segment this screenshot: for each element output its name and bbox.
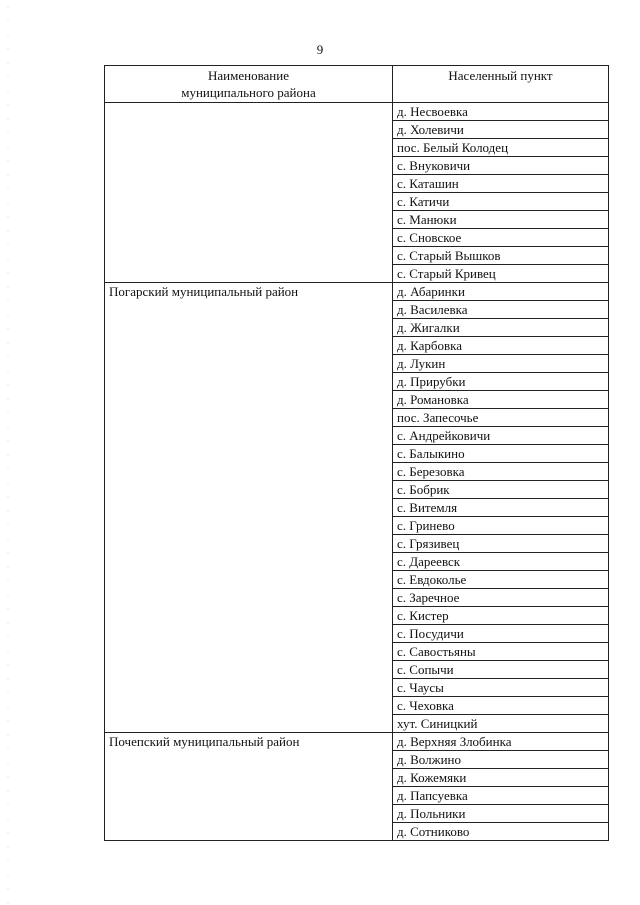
settlement-cell: с. Кистер	[393, 607, 609, 625]
settlement-cell: с. Внуковичи	[393, 157, 609, 175]
settlement-cell: с. Савостьяны	[393, 643, 609, 661]
table-row	[105, 283, 609, 301]
settlement-cell: д. Прирубки	[393, 373, 609, 391]
settlement-cell: с. Дареевск	[393, 553, 609, 571]
settlement-cell: д. Сотниково	[393, 823, 609, 841]
table-body	[105, 103, 609, 841]
header-settlement-text: Населенный пункт	[448, 68, 553, 83]
settlement-cell: с. Березовка	[393, 463, 609, 481]
settlement-cell: с. Бобрик	[393, 481, 609, 499]
settlements-table	[104, 65, 609, 841]
table-row	[105, 103, 609, 121]
settlement-cell: д. Кожемяки	[393, 769, 609, 787]
settlement-cell: с. Заречное	[393, 589, 609, 607]
scan-margin-marks	[6, 0, 10, 905]
table-header-row	[105, 66, 609, 103]
settlement-cell: с. Гринево	[393, 517, 609, 535]
settlement-cell: с. Чеховка	[393, 697, 609, 715]
page-number: 9	[316, 42, 324, 57]
settlement-cell: с. Балыкино	[393, 445, 609, 463]
settlement-cell: пос. Белый Колодец	[393, 139, 609, 157]
settlement-cell: с. Манюки	[393, 211, 609, 229]
table-row	[105, 733, 609, 751]
settlement-cell: с. Старый Вышков	[393, 247, 609, 265]
settlement-cell: д. Папсуевка	[393, 787, 609, 805]
settlement-cell: с. Андрейковичи	[393, 427, 609, 445]
header-district	[105, 66, 393, 103]
settlement-cell: д. Карбовка	[393, 337, 609, 355]
district-cell: Погарский муниципальный район	[105, 283, 393, 733]
settlement-cell: с. Чаусы	[393, 679, 609, 697]
settlement-cell: с. Посудичи	[393, 625, 609, 643]
header-settlement	[393, 66, 609, 103]
settlement-cell: с. Сновское	[393, 229, 609, 247]
settlement-cell: д. Василевка	[393, 301, 609, 319]
settlement-cell: с. Евдоколье	[393, 571, 609, 589]
settlement-cell: д. Волжино	[393, 751, 609, 769]
settlement-cell: д. Жигалки	[393, 319, 609, 337]
settlement-cell: д. Лукин	[393, 355, 609, 373]
header-district-text: Наименование муниципального района	[181, 68, 316, 100]
district-cell	[105, 103, 393, 283]
settlement-cell: д. Романовка	[393, 391, 609, 409]
settlement-cell: д. Абаринки	[393, 283, 609, 301]
settlement-cell: с. Грязивец	[393, 535, 609, 553]
settlement-cell: д. Верхняя Злобинка	[393, 733, 609, 751]
district-cell: Почепский муниципальный район	[105, 733, 393, 841]
settlement-cell: д. Несвоевка	[393, 103, 609, 121]
settlement-cell: с. Витемля	[393, 499, 609, 517]
settlements-table-wrapper	[104, 65, 608, 841]
settlement-cell: д. Польники	[393, 805, 609, 823]
settlement-cell: с. Старый Кривец	[393, 265, 609, 283]
settlement-cell: с. Катичи	[393, 193, 609, 211]
settlement-cell: пос. Запесочье	[393, 409, 609, 427]
settlement-cell: с. Каташин	[393, 175, 609, 193]
settlement-cell: с. Сопычи	[393, 661, 609, 679]
settlement-cell: хут. Синицкий	[393, 715, 609, 733]
settlement-cell: д. Холевичи	[393, 121, 609, 139]
